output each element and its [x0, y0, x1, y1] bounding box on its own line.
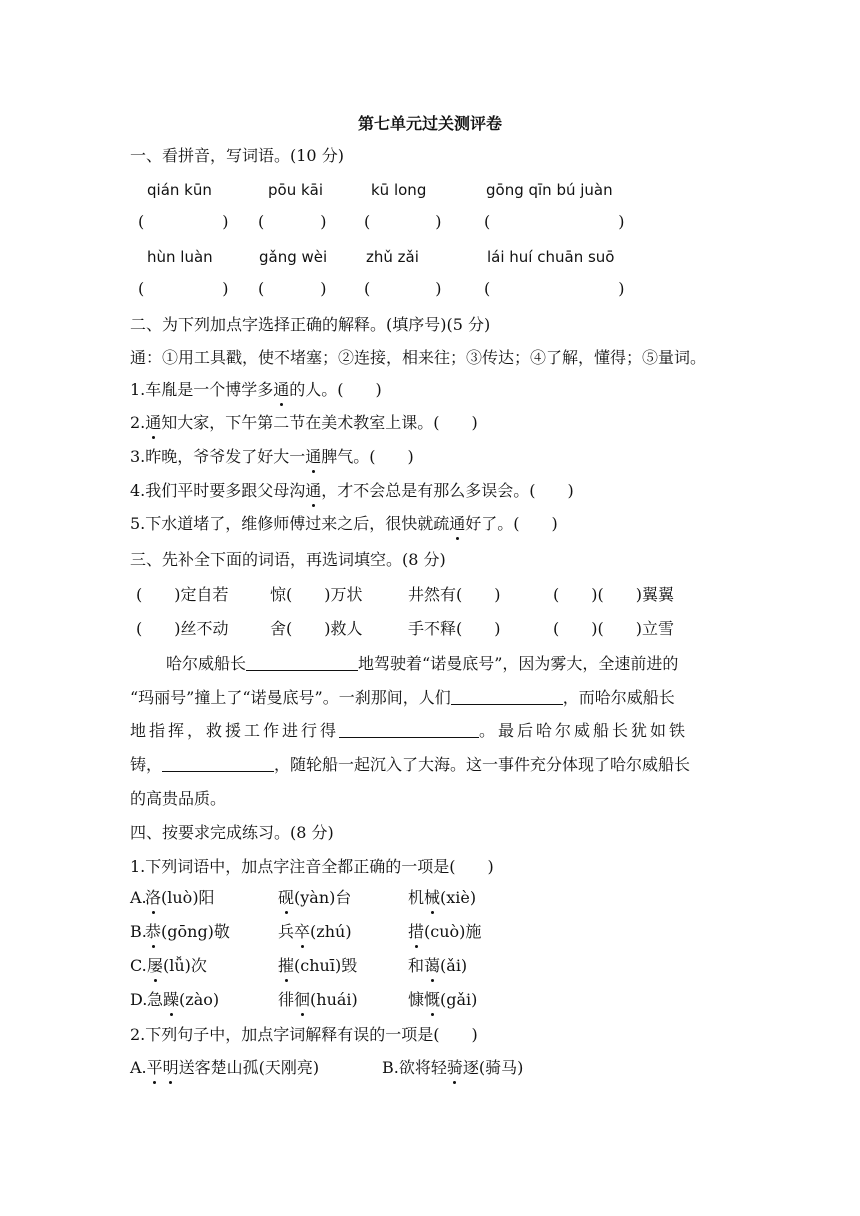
dotted-char: 平	[146, 1058, 163, 1077]
option-word: 恭(gōng)敬	[145, 922, 230, 941]
dotted-char: 蔼	[424, 956, 441, 975]
passage-line: “玛丽号”撞上了“诺曼底号”。一刹那间，人们 ，而哈尔威船长	[130, 688, 675, 707]
option-word: 徘徊(huái)	[278, 990, 358, 1009]
dotted-char: 洛	[145, 888, 162, 907]
pinyin-7: zhǔ zǎi	[366, 248, 419, 266]
dotted-char: 卒	[294, 922, 311, 941]
dotted-char: 通	[449, 514, 466, 533]
dotted-char: 恭	[145, 922, 162, 941]
answer-box[interactable]: ( )	[138, 212, 229, 231]
q2-option-a: A.平明送客楚山孤(天刚亮)	[130, 1058, 320, 1077]
pinyin-8: lái huí chuān suō	[487, 248, 615, 266]
option-word: 摧(chuī)毁	[278, 956, 358, 975]
question-2: 2.下列句子中，加点字词解释有误的一项是( )	[130, 1025, 478, 1044]
dotted-char: 通	[305, 481, 322, 500]
section-4-heading: 四、按要求完成练习。(8 分)	[130, 823, 334, 842]
question-item: 5.下水道堵了，维修师傅过来之后，很快就疏通好了。( )	[130, 514, 558, 533]
idiom-blank[interactable]: ( )( )翼翼	[553, 585, 674, 604]
pinyin-1: qián kūn	[147, 181, 212, 199]
q2-option-b: B.欲将轻骑逐(骑马)	[382, 1058, 524, 1077]
dotted-char: 摧	[278, 956, 295, 975]
idiom-blank[interactable]: 手不释( )	[408, 619, 501, 638]
option-a-label: A.	[130, 888, 147, 907]
question-item: 2.通知大家，下午第二节在美术教室上课。( )	[130, 413, 478, 432]
idiom-blank[interactable]: ( )定自若	[136, 585, 229, 604]
option-word: 洛(luò)阳	[145, 888, 215, 907]
dotted-char: 措	[408, 922, 425, 941]
passage-line: 哈尔威船长 地驾驶着“诺曼底号”，因为雾大，全速前进的	[166, 654, 679, 673]
page-title: 第七单元过关测评卷	[357, 114, 502, 133]
fill-blank[interactable]	[162, 755, 274, 772]
passage-line: 的高贵品质。	[130, 789, 227, 808]
idiom-blank[interactable]: ( )( )立雪	[553, 619, 674, 638]
fill-blank[interactable]	[451, 688, 563, 705]
option-c-label: C.	[130, 956, 147, 975]
pinyin-4: gōng qīn bú juàn	[486, 181, 613, 199]
answer-box[interactable]: ( )	[484, 212, 625, 231]
question-item: 3.昨晚，爷爷发了好大一通脾气。( )	[130, 447, 414, 466]
question-item: 4.我们平时要多跟父母沟通，才不会总是有那么多误会。( )	[130, 481, 574, 500]
pinyin-5: hùn luàn	[147, 248, 213, 266]
section-3-heading: 三、先补全下面的词语，再选词填空。(8 分)	[130, 550, 446, 569]
fill-blank[interactable]	[339, 721, 479, 738]
option-d-label: D.	[130, 990, 148, 1009]
answer-box[interactable]: ( )	[258, 279, 327, 298]
passage-line: 地指挥，救援工作进行得 。最后哈尔威船长犹如铁	[130, 721, 689, 740]
option-word: 机械(xiè)	[408, 888, 477, 907]
option-b-label: B.	[130, 922, 147, 941]
dotted-char: 通	[273, 380, 290, 399]
dotted-char: 械	[424, 888, 441, 907]
option-word: 和蔼(ǎi)	[408, 956, 468, 975]
option-word: 慷慨(gǎi)	[408, 990, 478, 1009]
dotted-char: 屡	[147, 956, 164, 975]
dotted-char: 躁	[163, 990, 180, 1009]
answer-box[interactable]: ( )	[364, 212, 442, 231]
passage-line: 铸， ，随轮船一起沉入了大海。这一事件充分体现了哈尔威船长	[130, 755, 691, 774]
question-1: 1.下列词语中，加点字注音全都正确的一项是( )	[130, 857, 494, 876]
idiom-blank[interactable]: 惊( )万状	[270, 585, 363, 604]
answer-box[interactable]: ( )	[138, 279, 229, 298]
option-word: 急躁(zào)	[147, 990, 220, 1009]
dotted-char: 徊	[294, 990, 311, 1009]
pinyin-6: gǎng wèi	[259, 248, 328, 266]
section-2-heading: 二、为下列加点字选择正确的解释。(填序号)(5 分)	[130, 315, 491, 334]
dotted-char: 通	[305, 447, 322, 466]
dotted-char: 砚	[278, 888, 295, 907]
dotted-char: 骑	[446, 1058, 463, 1077]
question-item: 1.车胤是一个博学多通的人。( )	[130, 380, 382, 399]
idiom-blank[interactable]: 井然有( )	[408, 585, 501, 604]
definition-list: 通：①用工具戳，使不堵塞；②连接，相来往；③传达；④了解，懂得；⑤量词。	[130, 348, 707, 367]
dotted-char: 慨	[424, 990, 441, 1009]
pinyin-2: pōu kāi	[268, 181, 324, 199]
answer-box[interactable]: ( )	[258, 212, 327, 231]
option-word: 屡(lǚ)次	[147, 956, 207, 975]
option-word: 兵卒(zhú)	[278, 922, 352, 941]
dotted-char: 明	[162, 1058, 179, 1077]
answer-box[interactable]: ( )	[364, 279, 442, 298]
pinyin-3: kū long	[371, 181, 427, 199]
option-word: 砚(yàn)台	[278, 888, 352, 907]
dotted-char: 通	[145, 413, 162, 432]
section-1-heading: 一、看拼音，写词语。(10 分)	[130, 146, 344, 165]
fill-blank[interactable]	[246, 654, 358, 671]
idiom-blank[interactable]: ( )丝不动	[136, 619, 229, 638]
answer-box[interactable]: ( )	[484, 279, 625, 298]
option-word: 措(cuò)施	[408, 922, 482, 941]
idiom-blank[interactable]: 舍( )救人	[270, 619, 363, 638]
